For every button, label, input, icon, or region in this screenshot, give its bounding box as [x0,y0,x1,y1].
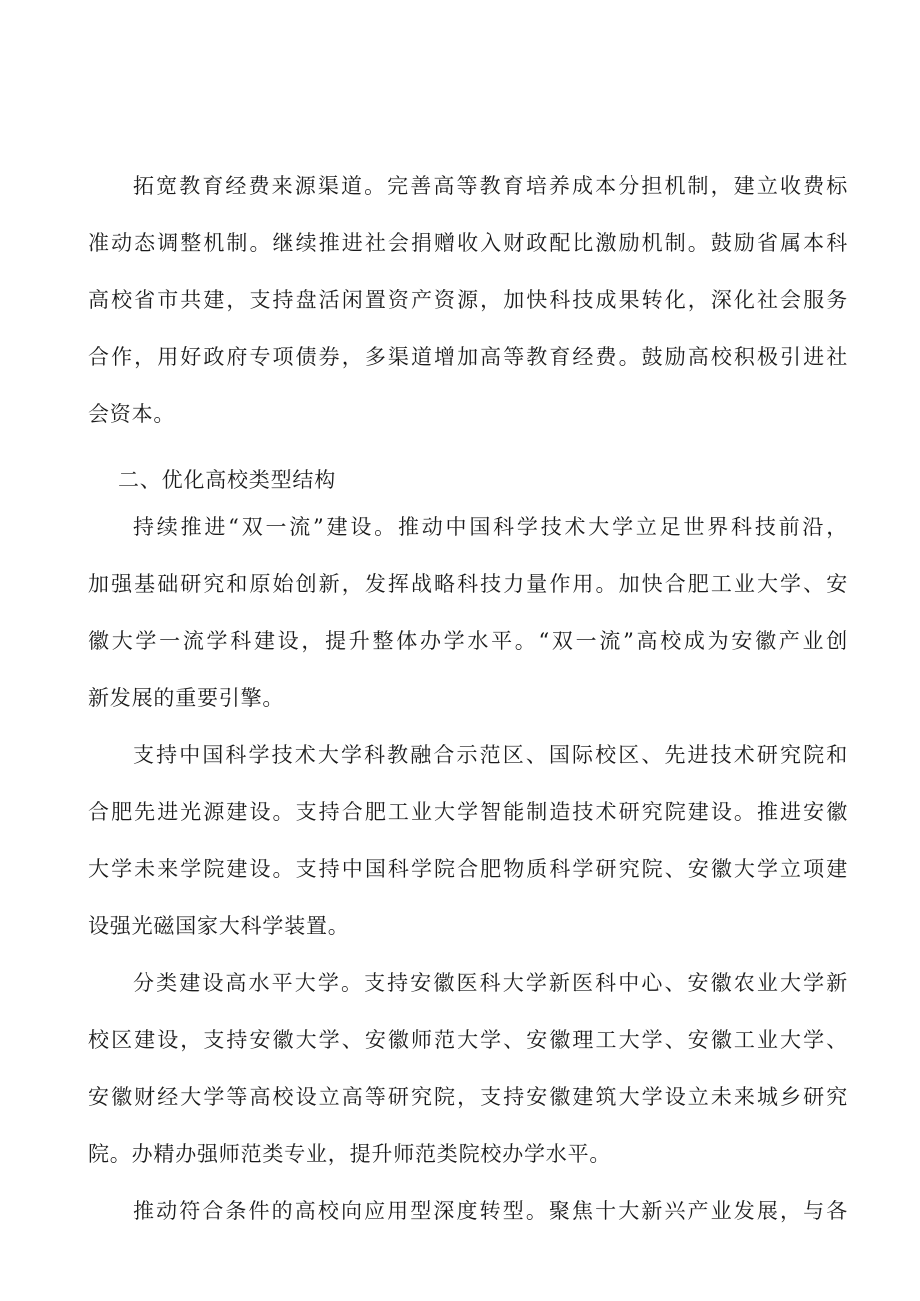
paragraph-2-line-3: 徽大学一流学科建设，提升整体办学水平。“双一流”高校成为安徽产业创 [88,629,848,653]
paragraph-4-line-3: 安徽财经大学等高校设立高等研究院，支持安徽建筑大学设立未来城乡研究 [88,1085,848,1109]
paragraph-2-line-2: 加强基础研究和原始创新，发挥战略科技力量作用。加快合肥工业大学、安 [88,572,848,596]
paragraph-1-line-4: 合作，用好政府专项债券，多渠道增加高等教育经费。鼓励高校积极引进社 [88,345,848,369]
paragraph-2-line-4: 新发展的重要引擎。 [88,686,285,710]
paragraph-4-line-2: 校区建设，支持安徽大学、安徽师范大学、安徽理工大学、安徽工业大学、 [88,1028,848,1052]
paragraph-3-line-4: 设强光磁国家大科学装置。 [88,914,350,938]
paragraph-4-line-1: 分类建设高水平大学。支持安徽医科大学新医科中心、安徽农业大学新 [133,971,848,995]
section-heading: 二、优化高校类型结构 [118,468,336,492]
paragraph-2-line-1: 持续推进“双一流”建设。推动中国科学技术大学立足世界科技前沿， [133,515,848,539]
paragraph-4-line-4: 院。办精办强师范类专业，提升师范类院校办学水平。 [88,1142,612,1166]
paragraph-1-line-2: 准动态调整机制。继续推进社会捐赠收入财政配比激励机制。鼓励省属本科 [88,231,848,255]
paragraph-5-line-1: 推动符合条件的高校向应用型深度转型。聚焦十大新兴产业发展，与各 [133,1199,848,1223]
paragraph-1-line-3: 高校省市共建，支持盘活闲置资产资源，加快科技成果转化，深化社会服务 [88,288,848,312]
paragraph-3-line-2: 合肥先进光源建设。支持合肥工业大学智能制造技术研究院建设。推进安徽 [88,800,848,824]
paragraph-3-line-3: 大学未来学院建设。支持中国科学院合肥物质科学研究院、安徽大学立项建 [88,857,848,881]
paragraph-1-line-1: 拓宽教育经费来源渠道。完善高等教育培养成本分担机制，建立收费标 [133,174,848,198]
paragraph-1-line-5: 会资本。 [88,402,176,426]
paragraph-3-line-1: 支持中国科学技术大学科教融合示范区、国际校区、先进技术研究院和 [133,743,848,767]
